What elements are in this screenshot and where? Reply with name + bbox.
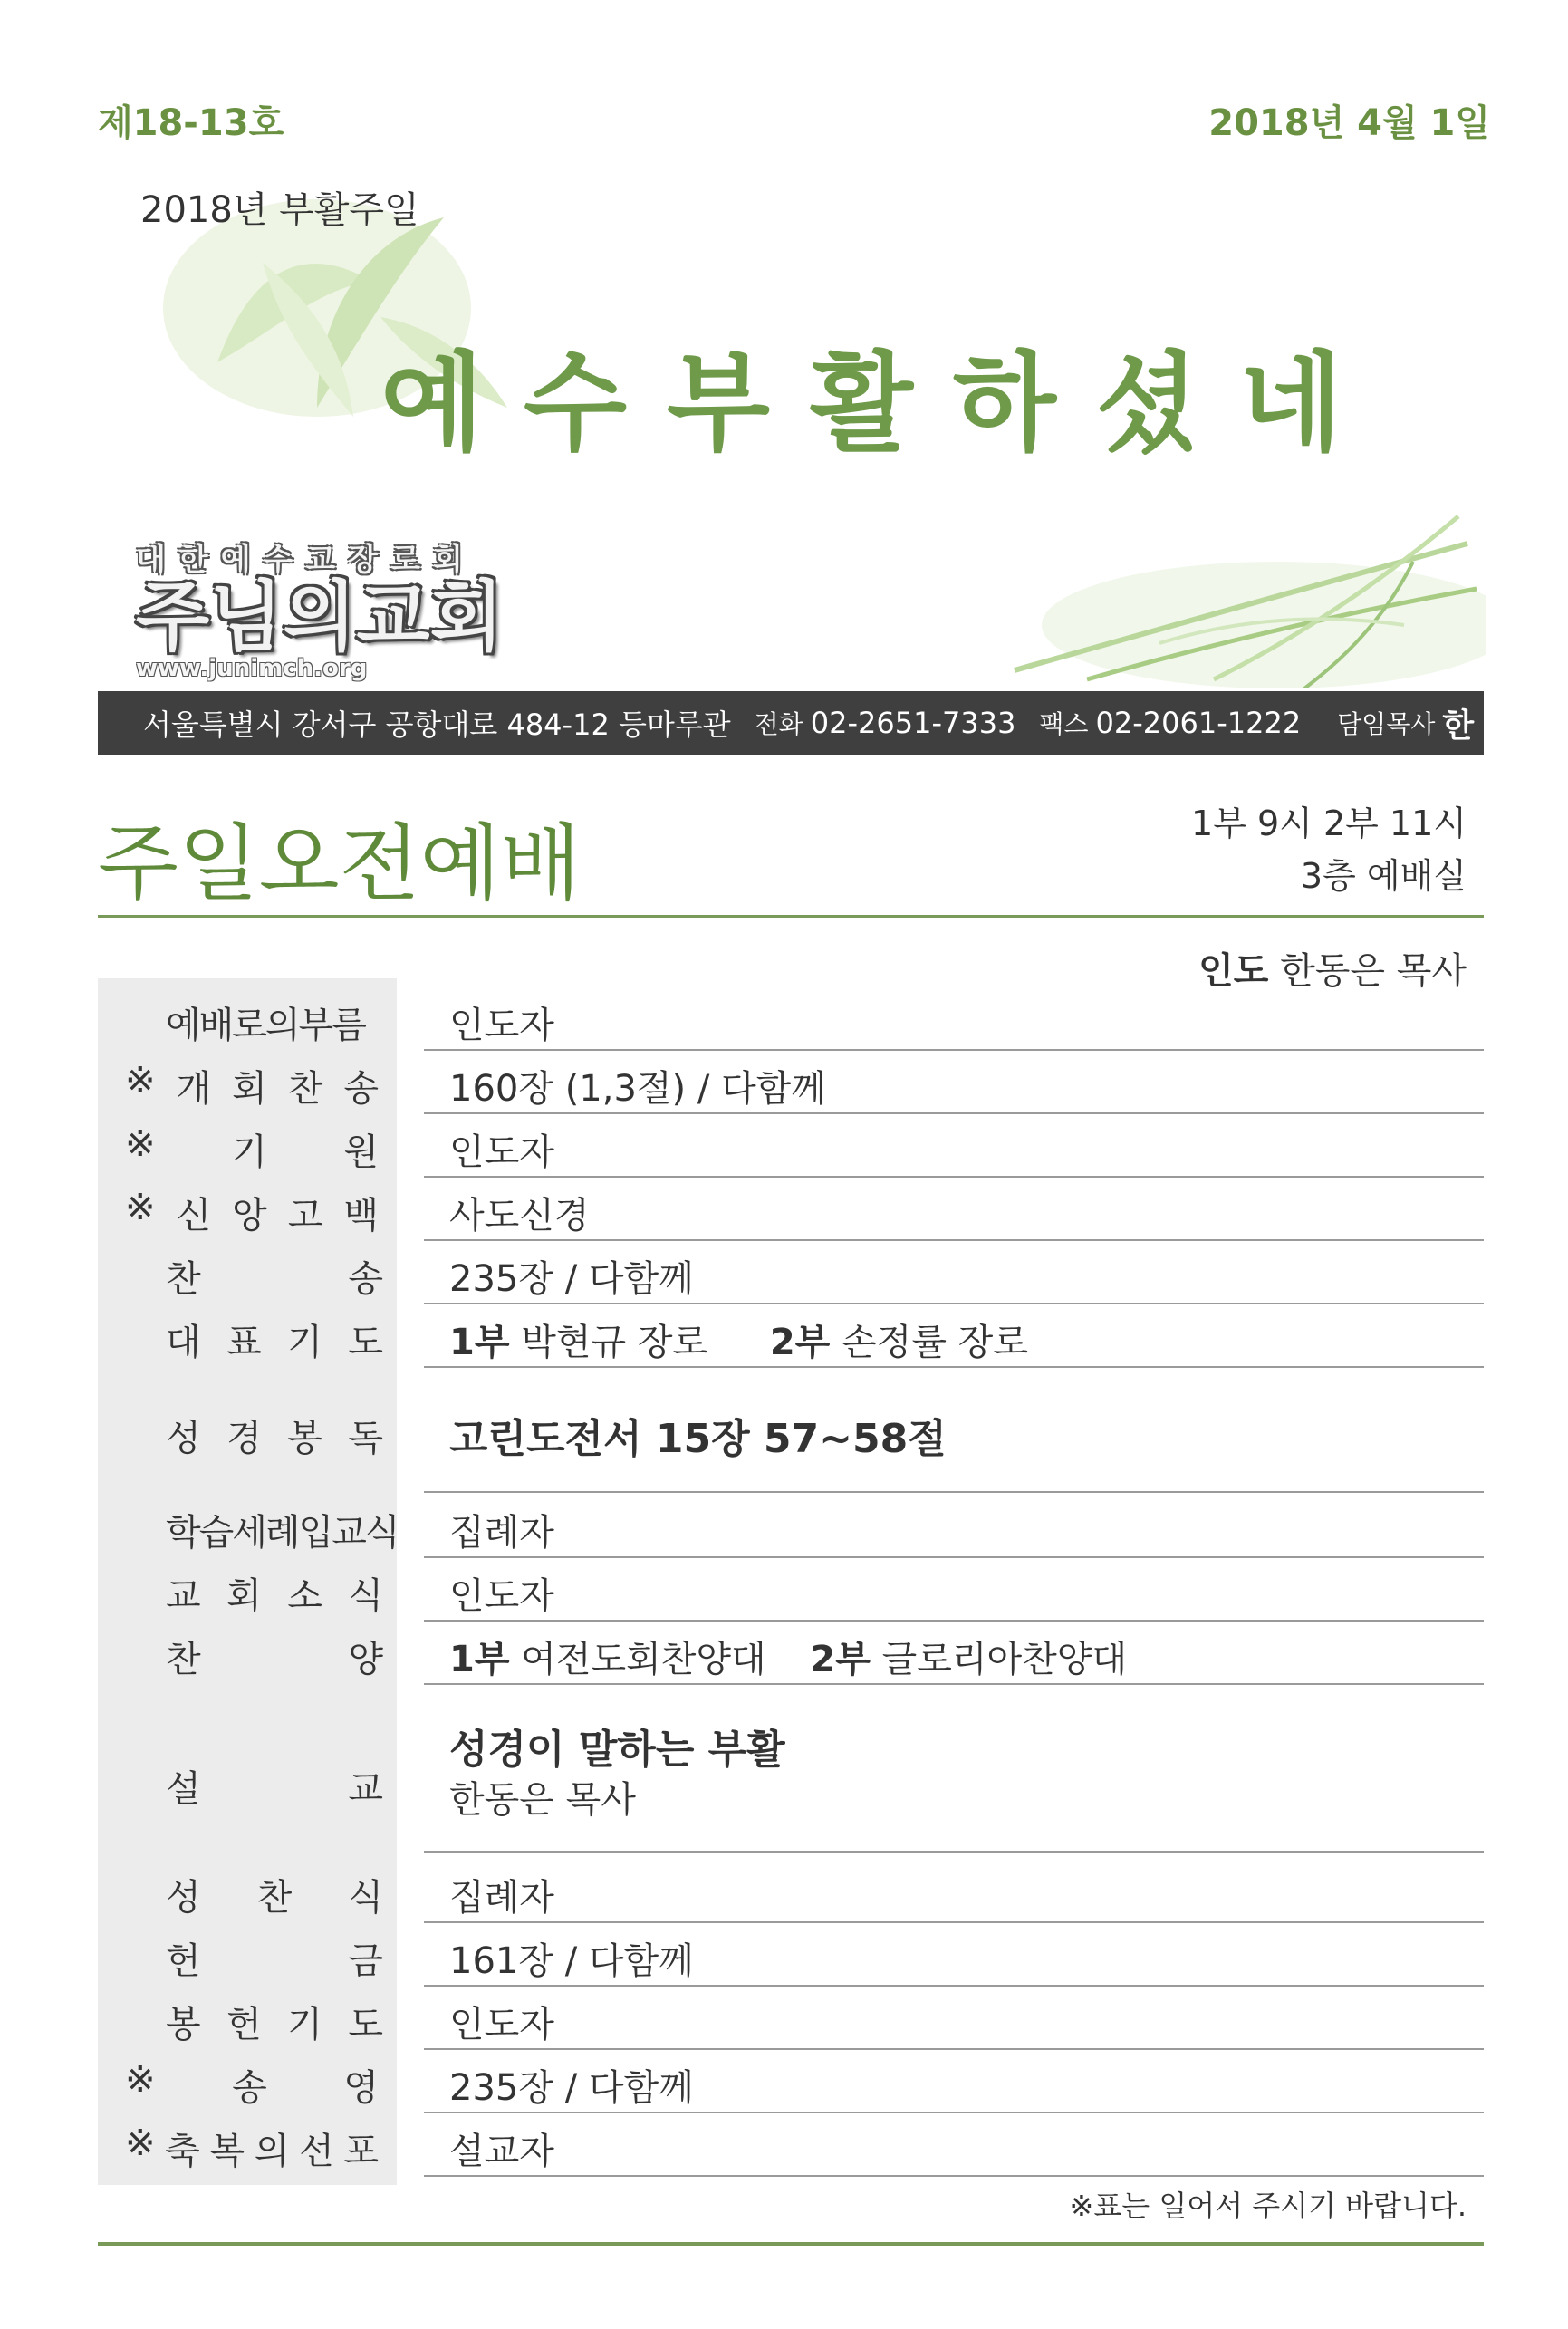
order-item-value: [449, 1314, 1028, 1365]
scripture-reading: 고린도전서 15장 57~58절: [449, 1416, 947, 1462]
row-divider: [424, 1985, 1484, 1987]
divider: [98, 2242, 1484, 2246]
issue-number: 제18-13호: [98, 102, 284, 144]
order-item-name: ※ 기 원: [125, 1123, 379, 1173]
order-item-name: 헌 금: [166, 1940, 383, 1982]
church-phone: 02-2651-7333: [810, 706, 1016, 740]
denomination-name: 대한예수교장로회: [136, 542, 476, 578]
order-item-name: 봉 헌 기 도: [166, 2004, 383, 2045]
pastor-name: 한 동 은: [1442, 707, 1560, 745]
order-item-value: 160장 (1,3절) / 다함께: [449, 1068, 826, 1110]
row-divider: [424, 1176, 1484, 1178]
fax-label: 팩스: [1039, 709, 1089, 739]
order-item-name: 성 경 봉 독: [166, 1418, 383, 1459]
grass-decoration-icon: [978, 507, 1486, 688]
order-item-name: ※ 송 영: [125, 2059, 379, 2109]
order-item-value: 161장 / 다함께: [449, 1940, 694, 1982]
church-address: 서울특별시 강서구 공항대로 484-12 등마루관: [143, 707, 731, 742]
order-item-value: 인도자: [449, 1575, 554, 1617]
order-item-name: 설 교: [166, 1768, 383, 1810]
order-item-name: 예배로의부름: [166, 1005, 365, 1046]
order-item-value: 인도자: [449, 2004, 554, 2045]
order-item-value: 235장 / 다함께: [449, 2067, 694, 2109]
church-info-bar: [98, 691, 1560, 755]
church-website: www.junimch.org: [136, 655, 368, 682]
phone-label: 전화: [754, 709, 803, 739]
order-item-value: 인도자: [449, 1005, 554, 1046]
row-divider: [424, 1620, 1484, 1622]
part1-value: 박현규 장로: [521, 1322, 708, 1363]
row-divider: [424, 1112, 1484, 1114]
part1-value: 여전도회찬양대: [521, 1639, 766, 1680]
row-divider: [424, 2048, 1484, 2050]
order-item-name: 대 표 기 도: [166, 1322, 383, 1363]
row-divider: [424, 1303, 1484, 1304]
row-divider: [424, 1366, 1484, 1368]
row-divider: [424, 2112, 1484, 2113]
order-item-name: 학습세례입교식: [166, 1512, 399, 1554]
leader-label: 인도: [1198, 950, 1269, 992]
order-item-value: 235장 / 다함께: [449, 1258, 694, 1300]
order-item-value: 집례자: [449, 1877, 554, 1919]
bulletin-date: 2018년 4월 1일: [1208, 102, 1490, 144]
order-item-name: 성 찬 식: [166, 1877, 383, 1919]
order-item-value: [449, 1631, 1127, 1682]
row-divider: [424, 2175, 1484, 2177]
order-item-value: 인도자: [449, 1131, 554, 1173]
leader-name: 한동은 목사: [1280, 950, 1467, 992]
church-name: 주님의교회: [136, 573, 504, 661]
church-logo: [136, 534, 516, 682]
row-divider: [424, 1049, 1484, 1051]
order-item-name: 찬 송: [166, 1258, 383, 1300]
order-item-value: 집례자: [449, 1512, 554, 1554]
service-times: 1부 9시 2부 11시: [1191, 804, 1467, 843]
service-title: 주일오전예배: [98, 815, 582, 912]
order-item-name: ※ 신 앙 고 백: [125, 1187, 379, 1237]
part2-label: 2부: [810, 1639, 871, 1680]
service-times-block: [1191, 797, 1467, 902]
row-divider: [424, 1851, 1484, 1853]
part1-label: 1부: [449, 1322, 510, 1363]
row-divider: [424, 1491, 1484, 1493]
divider: [98, 915, 1484, 918]
order-item-name: ※ 개 회 찬 송: [125, 1060, 379, 1110]
service-leader: [1198, 942, 1467, 994]
sunday-label: 2018년 부활주일: [140, 189, 419, 231]
service-location: 3층 예배실: [1300, 856, 1467, 896]
part1-label: 1부: [449, 1639, 510, 1680]
order-item-value: 설교자: [449, 2131, 554, 2172]
part2-label: 2부: [769, 1322, 831, 1363]
pastor-label: 담임목사: [1337, 709, 1436, 739]
part2-value: 글로리아찬양대: [881, 1639, 1128, 1680]
standing-note: ※표는 일어서 주시기 바랍니다.: [1069, 2189, 1467, 2223]
row-divider: [424, 1556, 1484, 1558]
order-item-value: 사도신경: [449, 1195, 590, 1237]
main-title: 예수부활하셨네: [380, 340, 1382, 466]
order-item-name: 교 회 소 식: [166, 1575, 383, 1617]
row-divider: [424, 1683, 1484, 1685]
order-item-name: 찬 양: [166, 1639, 383, 1680]
preacher-name: 한동은 목사: [449, 1779, 636, 1821]
sermon-title: 성경이 말하는 부활: [449, 1727, 785, 1773]
order-item-name: ※ 축 복 의 선 포: [125, 2122, 379, 2172]
church-fax: 02-2061-1222: [1095, 706, 1302, 740]
row-divider: [424, 1239, 1484, 1241]
row-divider: [424, 1921, 1484, 1923]
part2-value: 손정률 장로: [842, 1322, 1028, 1363]
